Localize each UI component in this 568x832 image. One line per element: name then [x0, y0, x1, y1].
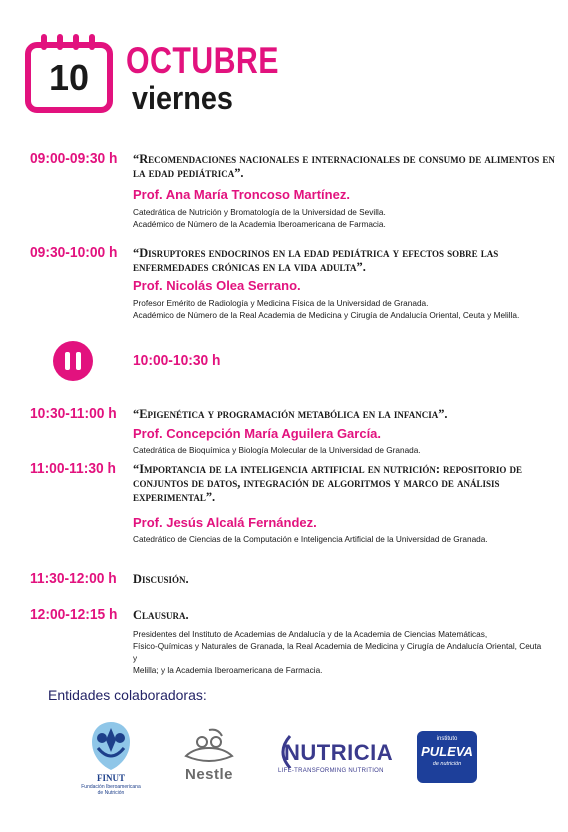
affiliation-line: Melilla; y la Academia Iberoamericana de Farmacia. — [133, 665, 323, 675]
affiliation-line: Presidentes del Instituto de Academias de Andalucía y de la Academia de Ciencias Matemáticas, — [133, 629, 488, 639]
speaker-affiliation — [133, 444, 542, 456]
closing-participants — [133, 628, 542, 676]
calendar-icon — [25, 42, 113, 113]
weekday-title: viernes — [132, 80, 233, 116]
puleva-logo — [417, 731, 477, 783]
speaker-affiliation — [133, 533, 542, 545]
speaker-name: Prof. Concepción María Aguilera García. — [133, 426, 382, 441]
session-title: Discusión. — [133, 572, 189, 586]
finut-logo — [78, 718, 144, 808]
affiliation-line: Físico-Químicas y Naturales de Granada, la Real Academia de Medicina y Cirugía de Andalucía Oriental, Ceuta y — [133, 641, 542, 663]
session-time: 11:00-11:30 h — [30, 460, 116, 477]
calendar-ring — [57, 34, 63, 50]
speaker-name: Prof. Nicolás Olea Serrano. — [133, 278, 301, 293]
nutricia-wordmark: NUTRICIA — [284, 740, 394, 765]
nest-icon — [178, 726, 240, 766]
calendar-ring — [41, 34, 47, 50]
session-time: 09:30-10:00 h — [30, 244, 118, 261]
session-title: “Recomendaciones nacionales e internacionales de consumo de alimentos en la edad pediátrica”. — [133, 152, 555, 180]
calendar-ring — [73, 34, 79, 50]
calendar-ring — [89, 34, 95, 50]
session-time: 09:00-09:30 h — [30, 150, 118, 167]
puleva-prefix: instituto — [436, 736, 458, 742]
session-title: “Disruptores endocrinos en la edad pediátrica y efectos sobre las enfermedades crónicas en la vida adulta”. — [133, 246, 499, 274]
affiliation-line: Catedrática de Nutrición y Bromatología de la Universidad de Sevilla. — [133, 207, 386, 217]
puleva-wordmark: PULEVA — [421, 744, 473, 759]
collaborators-label: Entidades colaboradoras: — [48, 687, 207, 703]
affiliation-line: Catedrático de Ciencias de la Computación e Inteligencia Artificial de la Universidad de Granada. — [133, 534, 488, 544]
day-number: 10 — [48, 57, 90, 98]
affiliation-line: Profesor Emérito de Radiología y Medicina Física de la Universidad de Granada. — [133, 298, 429, 308]
affiliation-line: Académico de Número de la Academia Iberoamericana de Farmacia. — [133, 219, 386, 229]
affiliation-line: Académico de Número de la Real Academia de Medicina y Cirugía de Andalucía Oriental, Ceuta y Melilla. — [133, 310, 520, 320]
speaker-affiliation — [133, 297, 542, 321]
nestle-wordmark: Nestle — [184, 766, 234, 783]
nestle-logo — [178, 726, 240, 786]
session-title: Clausura. — [133, 608, 189, 622]
session-title: “Epigenética y programación metabólica en la infancia”. — [133, 407, 448, 421]
speaker-name: Prof. Ana María Troncoso Martínez. — [133, 187, 350, 202]
finut-emblem-icon — [78, 718, 144, 772]
puleva-subtitle: de nutrición — [432, 761, 462, 767]
nutricia-tagline: LIFE-TRANSFORMING NUTRITION — [278, 768, 384, 774]
month-title: OCTUBRE — [126, 40, 279, 81]
speaker-name: Prof. Jesús Alcalá Fernández. — [133, 515, 317, 530]
finut-name: FINUT — [96, 773, 125, 783]
pause-icon — [53, 341, 93, 381]
session-title: “Importancia de la inteligencia artificial en nutrición: repositorio de conjuntos de datos, integración de algoritmos y marco de análisis experimental”. — [133, 462, 523, 504]
session-time: 12:00-12:15 h — [30, 606, 118, 623]
affiliation-line: Catedrática de Bioquímica y Biología Molecular de la Universidad de Granada. — [133, 445, 421, 455]
finut-subtitle: Fundación Iberoamericana de Nutrición — [81, 784, 141, 796]
session-time: 11:30-12:00 h — [30, 570, 117, 587]
nutricia-logo — [274, 730, 394, 780]
session-time: 10:30-11:00 h — [30, 405, 117, 422]
speaker-affiliation — [133, 206, 542, 230]
break-time: 10:00-10:30 h — [133, 352, 221, 369]
